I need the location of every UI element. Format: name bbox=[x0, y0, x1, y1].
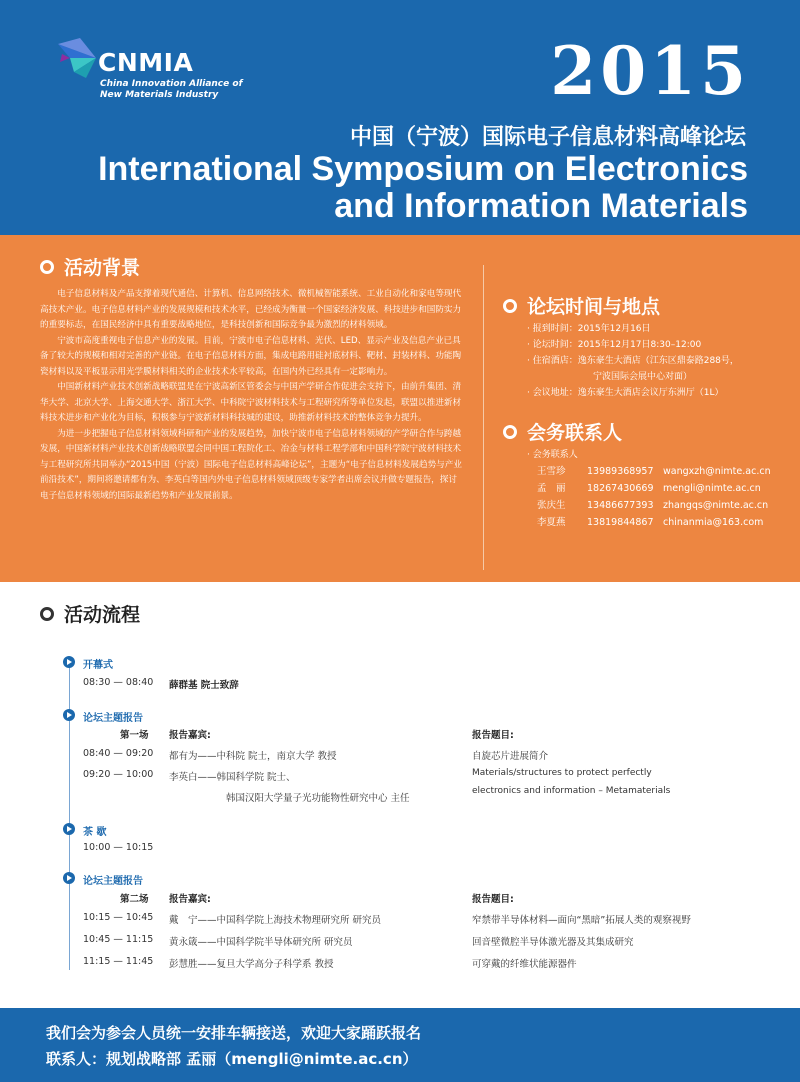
contact-row bbox=[537, 497, 771, 514]
program-heading-text: 活动流程 bbox=[64, 604, 141, 626]
session1-guests-label: 报告嘉宾: bbox=[169, 730, 211, 741]
background-heading-text: 活动背景 bbox=[64, 257, 141, 279]
timeline-play-icon bbox=[63, 709, 75, 721]
contact-label: · 会务联系人 bbox=[527, 450, 578, 460]
hotel-info-cont: 宁波国际会展中心对面） bbox=[593, 372, 693, 382]
logo-subtitle-2: New Materials Industry bbox=[100, 90, 219, 100]
talk-speaker: 都有为——中科院 院士，南京大学 教授 bbox=[169, 751, 337, 762]
venue-address: · 会议地址：逸东豪生大酒店会议厅东洲厅（1L） bbox=[527, 388, 724, 398]
talk-topic: Materials/structures to protect perfectly bbox=[472, 768, 652, 778]
registration-time: · 报到时间：2015年12月16日 bbox=[527, 324, 651, 334]
talk-time: 10:15 — 10:45 bbox=[83, 912, 154, 923]
circle-bullet-icon bbox=[503, 425, 517, 439]
background-paragraph: 为进一步把握电子信息材料领域科研和产业的发展趋势，加快宁波市电子信息材料领域的产学研合作与跨越发展，中国新材料产业技术创新战略联盟会同中国工程院化工、冶金与材料工程学部和中国科学院宁波材料技术与工程研究所共同举办“2015中国（宁波）国际电子信息材料高峰论坛”，主题为“电子信息材料发展趋势与产业前沿技术”，期间将邀请都有为、李英白等国内外电子信息材料领域顶级专家学者出席会议并做专题报告，探讨电子信息材料领域的国际最新趋势和产业发展前景。 bbox=[40, 428, 462, 501]
time-place-list bbox=[527, 321, 739, 401]
background-paragraph: 中国新材料产业技术创新战略联盟是在宁波高新区管委会与中国产学研合作促进会支持下，由前升集团、清华大学、北京大学、上海交通大学、浙江大学、中科院宁波材料技术与工程研究所等单位发起，联盟以推进新材料技术进步和产业化为目标，积极参与宁波新材料科技城的建设，助推新材料技术的整体竞争力提升。 bbox=[40, 382, 462, 423]
contact-phone: 13819844867 bbox=[587, 517, 654, 528]
talk-speaker: 李英白——韩国科学院 院士、 bbox=[169, 772, 296, 783]
opening-time: 08:30 — 08:40 bbox=[83, 677, 154, 688]
background-heading bbox=[40, 253, 140, 280]
logo-subtitle-1: China Innovation Alliance of bbox=[100, 79, 243, 89]
logo-mark-icon bbox=[56, 36, 100, 80]
contact-row bbox=[537, 480, 771, 497]
contact-phone: 18267430669 bbox=[587, 483, 654, 494]
contact-name: 王雪珍 bbox=[537, 466, 566, 477]
footer-contact: 联系人：规划战略部 孟丽（mengli@nimte.ac.cn） bbox=[46, 1050, 418, 1068]
column-divider bbox=[483, 265, 484, 570]
session1-title: 论坛主题报告 bbox=[83, 713, 143, 724]
talk-topic: 可穿戴的纤维状能源器件 bbox=[472, 959, 577, 970]
time-place-heading-text: 论坛时间与地点 bbox=[527, 296, 661, 318]
hotel-info: · 住宿酒店：逸东豪生大酒店（江东区鼎泰路288号， bbox=[527, 356, 739, 366]
talk-time: 08:40 — 09:20 bbox=[83, 748, 154, 759]
contact-phone: 13486677393 bbox=[587, 500, 654, 511]
background-text bbox=[40, 287, 465, 504]
contact-name: 李夏燕 bbox=[537, 517, 566, 528]
talk-speaker: 黄永箴——中国科学院半导体研究所 研究员 bbox=[169, 937, 353, 948]
talk-speaker: 彭慧胜——复旦大学高分子科学系 教授 bbox=[169, 959, 334, 970]
header-banner bbox=[0, 0, 800, 235]
talk-speaker-cont: 韩国汉阳大学量子光功能物性研究中心 主任 bbox=[226, 793, 410, 804]
info-section bbox=[0, 235, 800, 582]
contact-email[interactable]: mengli@nimte.ac.cn bbox=[663, 483, 761, 494]
circle-bullet-icon bbox=[40, 607, 54, 621]
timeline-play-icon bbox=[63, 823, 75, 835]
talk-time: 10:45 — 11:15 bbox=[83, 934, 154, 945]
timeline-play-icon bbox=[63, 656, 75, 668]
talk-topic: 自旋芯片进展简介 bbox=[472, 751, 549, 762]
talk-speaker: 戴 宁——中国科学院上海技术物理研究所 研究员 bbox=[169, 915, 382, 926]
contact-email[interactable]: wangxzh@nimte.ac.cn bbox=[663, 466, 771, 477]
contact-heading bbox=[503, 418, 622, 445]
session1-name: 第一场 bbox=[120, 730, 149, 741]
logo-text: CNMIA bbox=[98, 48, 194, 77]
opening-title: 开幕式 bbox=[83, 660, 113, 671]
opening-content: 薛群基 院士致辞 bbox=[169, 680, 239, 691]
contact-list bbox=[537, 463, 771, 531]
footer-transport-note: 我们会为参会人员统一安排车辆接送，欢迎大家踊跃报名 bbox=[46, 1024, 422, 1042]
forum-time: · 论坛时间：2015年12月17日8:30–12:00 bbox=[527, 340, 702, 350]
event-year: 2015 bbox=[550, 32, 750, 110]
talk-topic-cont: electronics and information – Metamaterials bbox=[472, 786, 671, 796]
contact-row bbox=[537, 514, 771, 531]
contact-email[interactable]: chinanmia@163.com bbox=[663, 517, 764, 528]
contact-heading-text: 会务联系人 bbox=[527, 422, 623, 444]
session2-guests-label: 报告嘉宾: bbox=[169, 894, 211, 905]
footer-banner bbox=[0, 1008, 800, 1082]
contact-email[interactable]: zhangqs@nimte.ac.cn bbox=[663, 500, 769, 511]
contact-name: 张庆生 bbox=[537, 500, 566, 511]
contact-name: 孟 丽 bbox=[537, 483, 566, 494]
talk-topic: 窄禁带半导体材料—面向“黑暗”拓展人类的观察视野 bbox=[472, 915, 691, 926]
background-paragraph: 宁波市高度重视电子信息产业的发展。目前，宁波市电子信息材料、光伏、LED、显示产业及信息产业已具备了较大的规模和相对完善的产业链。在电子信息材料方面，集成电路用硅衬底材料、靶材、封装材料、功能陶瓷材料以及平板显示用光学膜材料相关的企业技术水平较高，在国内外已经具有一定影响力。 bbox=[40, 335, 462, 377]
title-chinese: 中国（宁波）国际电子信息材料高峰论坛 bbox=[349, 125, 746, 150]
program-heading bbox=[40, 600, 140, 627]
title-english-line1: International Symposium on Electronics bbox=[98, 150, 748, 188]
timeline-play-icon bbox=[63, 872, 75, 884]
talk-time: 11:15 — 11:45 bbox=[83, 956, 154, 967]
break-time: 10:00 — 10:15 bbox=[83, 842, 154, 853]
circle-bullet-icon bbox=[40, 260, 54, 274]
session2-topics-label: 报告题目: bbox=[472, 894, 514, 905]
cnmia-logo bbox=[56, 36, 256, 106]
session1-topics-label: 报告题目: bbox=[472, 730, 514, 741]
talk-topic: 回音壁微腔半导体激光器及其集成研究 bbox=[472, 937, 634, 948]
circle-bullet-icon bbox=[503, 299, 517, 313]
background-paragraph: 电子信息材料及产品支撑着现代通信、计算机、信息网络技术、微机械智能系统、工业自动化和家电等现代高技术产业。电子信息材料产业的发展规模和技术水平，已经成为衡量一个国家经济发展、科技进步和国防实力的重要标志，在国民经济中具有重要战略地位，是科技创新和国际竞争最为激烈的材料领域。 bbox=[40, 289, 462, 330]
title-english-line2: and Information Materials bbox=[334, 187, 748, 225]
time-place-heading bbox=[503, 292, 660, 319]
session2-name: 第二场 bbox=[120, 894, 149, 905]
contact-phone: 13989368957 bbox=[587, 466, 654, 477]
talk-time: 09:20 — 10:00 bbox=[83, 769, 154, 780]
contact-row bbox=[537, 463, 771, 480]
session2-title: 论坛主题报告 bbox=[83, 876, 143, 887]
break-title: 茶 歇 bbox=[83, 827, 107, 838]
